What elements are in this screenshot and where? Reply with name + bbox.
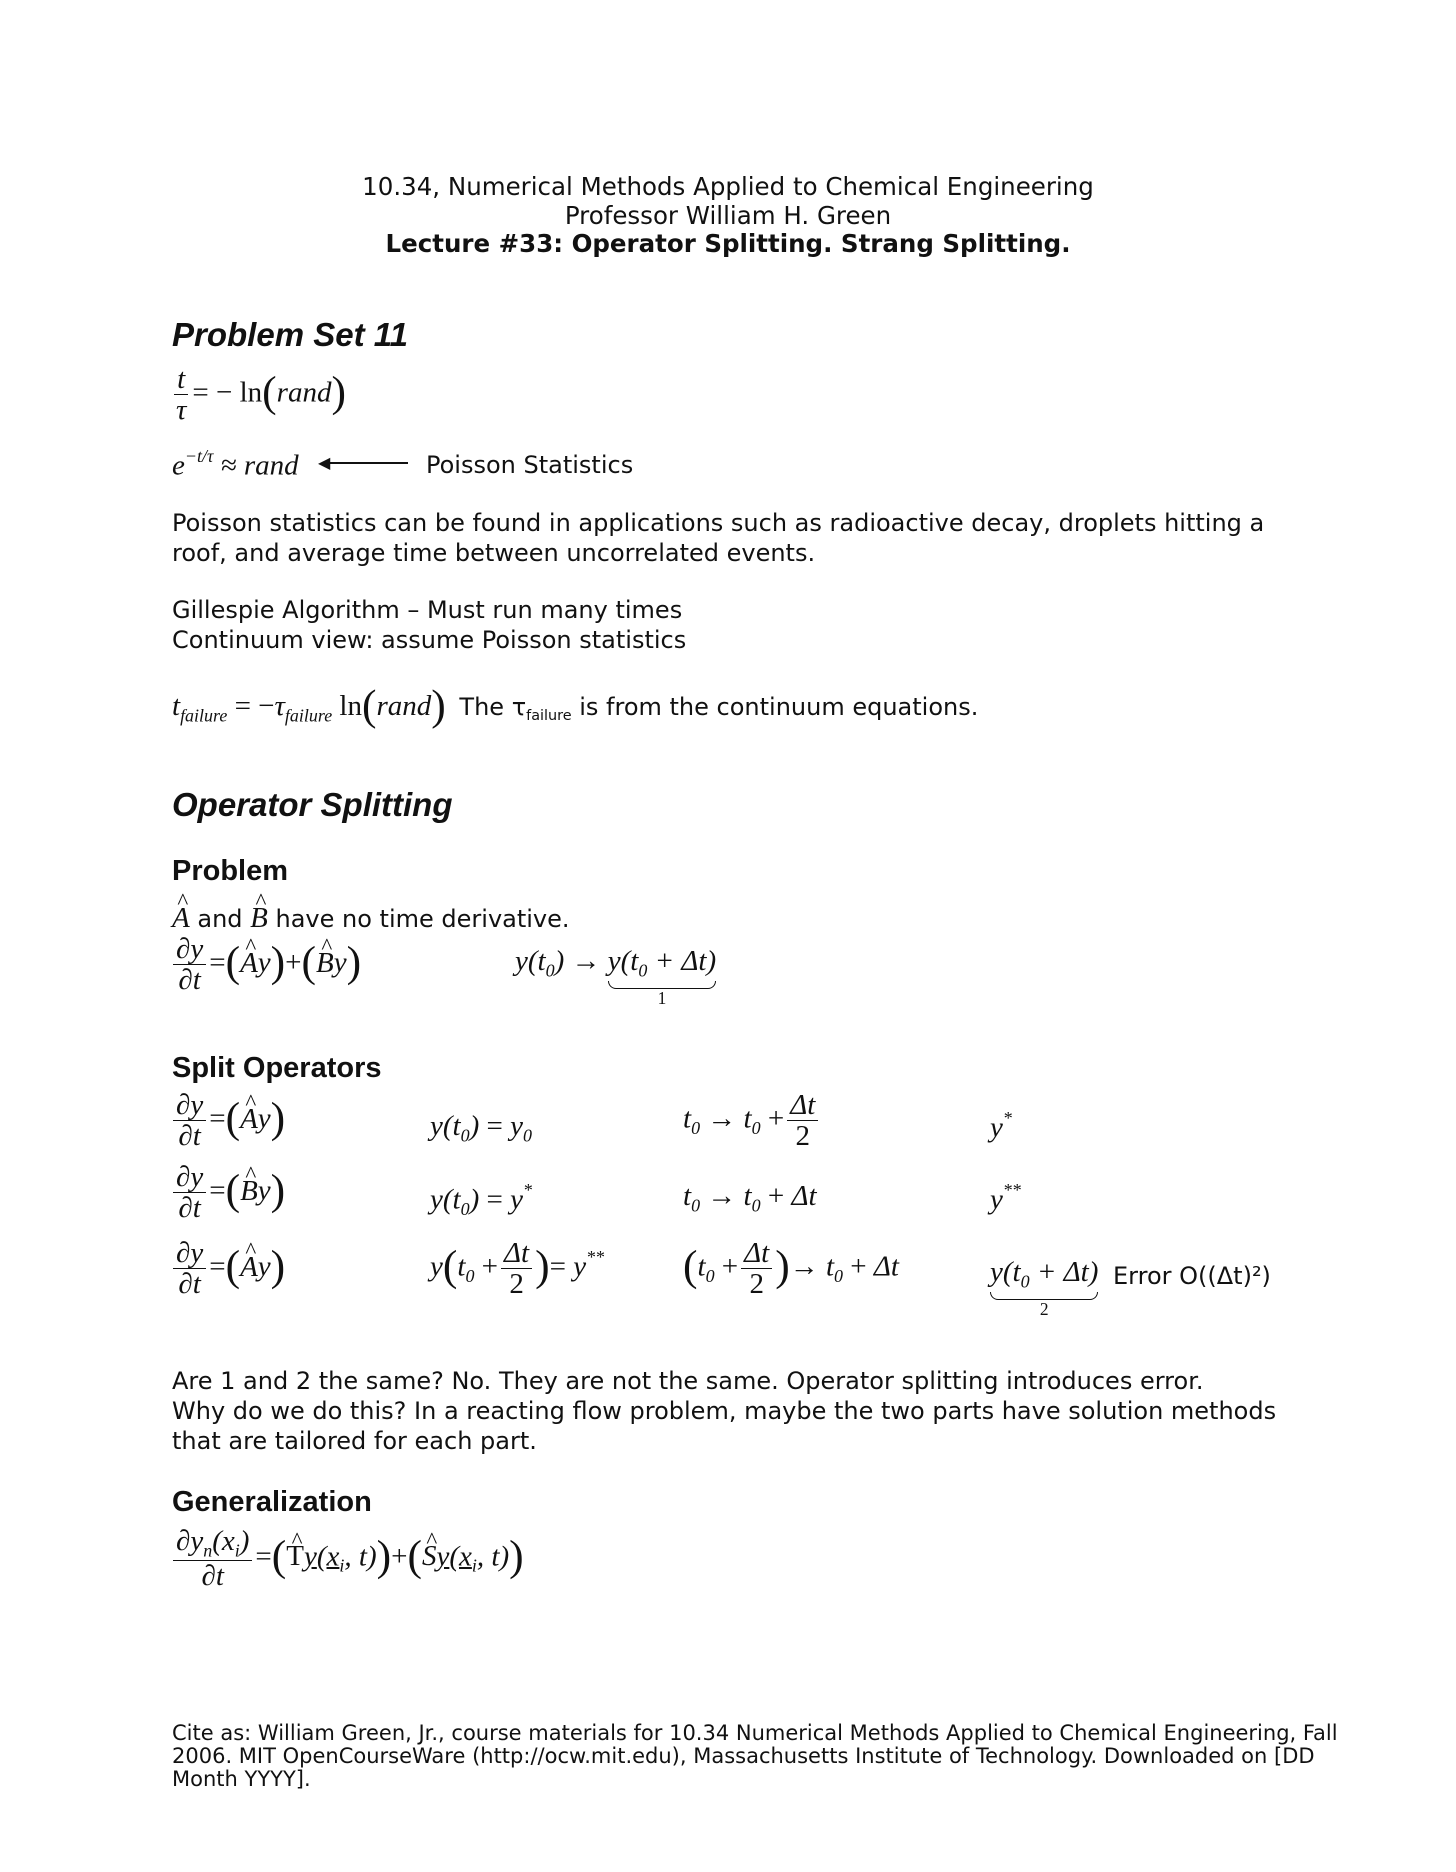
ab-statement: ^ A and ^ B have no time derivative. (172, 902, 570, 935)
split-row1-operator: $\frac{\partial y}{\partial t}$ =(^ Ay) (170, 1090, 285, 1152)
equation-exp-rand: $e^{-t/\tau}$ ≈ rand (172, 446, 299, 482)
split-row1-init: $y(t_0) = y_0$ (430, 1110, 532, 1146)
ab-and: and (197, 905, 243, 933)
equation-t-over-tau: $\frac{t}{\tau}$ = − ln(rand) (176, 363, 346, 427)
paragraph-question-1: Are 1 and 2 the same? No. They are not the same. Operator splitting introduces error. (172, 1367, 1204, 1395)
tfailure-note-sub: failure (526, 707, 572, 724)
tfailure-note-pre: The τ (459, 692, 527, 721)
arrow-line (322, 462, 408, 464)
split-row2-time: $t_0 \to t_0 + \Delta t$ (683, 1180, 817, 1216)
citation: Cite as: William Green, Jr., course materials for 10.34 Numerical Methods Applied to Chemical Engineering, Fall 2006. MIT OpenCourseWare (http://ocw.mit.edu), Massachusetts Institute of Technology. Downloaded on [DD Month YYYY]. (172, 1721, 1338, 1791)
brace-label-2: 2 (1039, 1299, 1049, 1320)
equation-generalization: $\frac{\partial y_n(x_i)}{\partial t}$ =(^ $Ty(x_i$, t))+(^ $Sy(x_i$, t)) (170, 1526, 524, 1592)
equation-y-map-1: $y(t_0)$ → $y(t_0 + \Delta t)$ 1 (515, 945, 717, 1009)
brace-label-1: 1 (657, 988, 667, 1009)
error-order-text: Error O((Δt)²) (1113, 1262, 1271, 1290)
split-row2-result: y** (990, 1180, 1021, 1216)
paragraph-poisson: Poisson statistics can be found in applications such as radioactive decay, droplets hitting a roof, and average time between uncorrelated events. (172, 509, 1265, 567)
split-row3-result: $y(t_0 + \Delta t)$ 2 (990, 1256, 1099, 1320)
tfailure-note-post: is from the continuum equations. (571, 692, 979, 721)
continuum-line: Continuum view: assume Poisson statistics (172, 626, 687, 654)
split-row1-result: y* (990, 1108, 1012, 1144)
split-row3-init: $y(t_0$ + $\frac{\Delta t}{2}$ )= y** (430, 1237, 605, 1301)
ab-rest: have no time derivative. (275, 905, 570, 933)
section-title-problem-set: Problem Set 11 (172, 316, 408, 353)
split-row1-time: $t_0 \to t_0$ + $\frac{\Delta t}{2}$ (683, 1090, 821, 1152)
heading-split-operators: Split Operators (172, 1052, 382, 1084)
section-title-operator-splitting: Operator Splitting (172, 786, 453, 823)
heading-problem: Problem (172, 855, 289, 887)
arrow-left-icon: ◀ (318, 453, 331, 472)
split-row3-operator: $\frac{\partial y}{\partial t}$ =(^ Ay) (170, 1238, 285, 1300)
heading-generalization: Generalization (172, 1486, 372, 1518)
split-row3-time: ($t_0$ + $\frac{\Delta t}{2}$ )→ $t_0 + \Delta t$ (683, 1237, 899, 1301)
split-row2-init: $y(t_0) = y^*$ (430, 1180, 532, 1219)
split-row2-operator: $\frac{\partial y}{\partial t}$ =(^ By) (170, 1162, 285, 1224)
equation-full-problem: $\frac{\partial y}{\partial t}$ =(^ Ay)+(^ By) (170, 934, 361, 996)
course-title: 10.34, Numerical Methods Applied to Chemical Engineering (362, 172, 1094, 201)
poisson-label: Poisson Statistics (426, 451, 634, 479)
lecture-title: Lecture #33: Operator Splitting. Strang Splitting. (385, 229, 1071, 258)
equation-t-failure: $t_{failure} = -\tau_{failure}$ ln(rand) The $\tau_{failure}$ is from the continuum equations. (172, 681, 979, 729)
paragraph-question-2: Why do we do this? In a reacting flow problem, maybe the two parts have solution methods that are tailored for each part. (172, 1397, 1277, 1455)
gillespie-line: Gillespie Algorithm – Must run many times (172, 596, 683, 624)
professor-name: Professor William H. Green (564, 201, 892, 230)
